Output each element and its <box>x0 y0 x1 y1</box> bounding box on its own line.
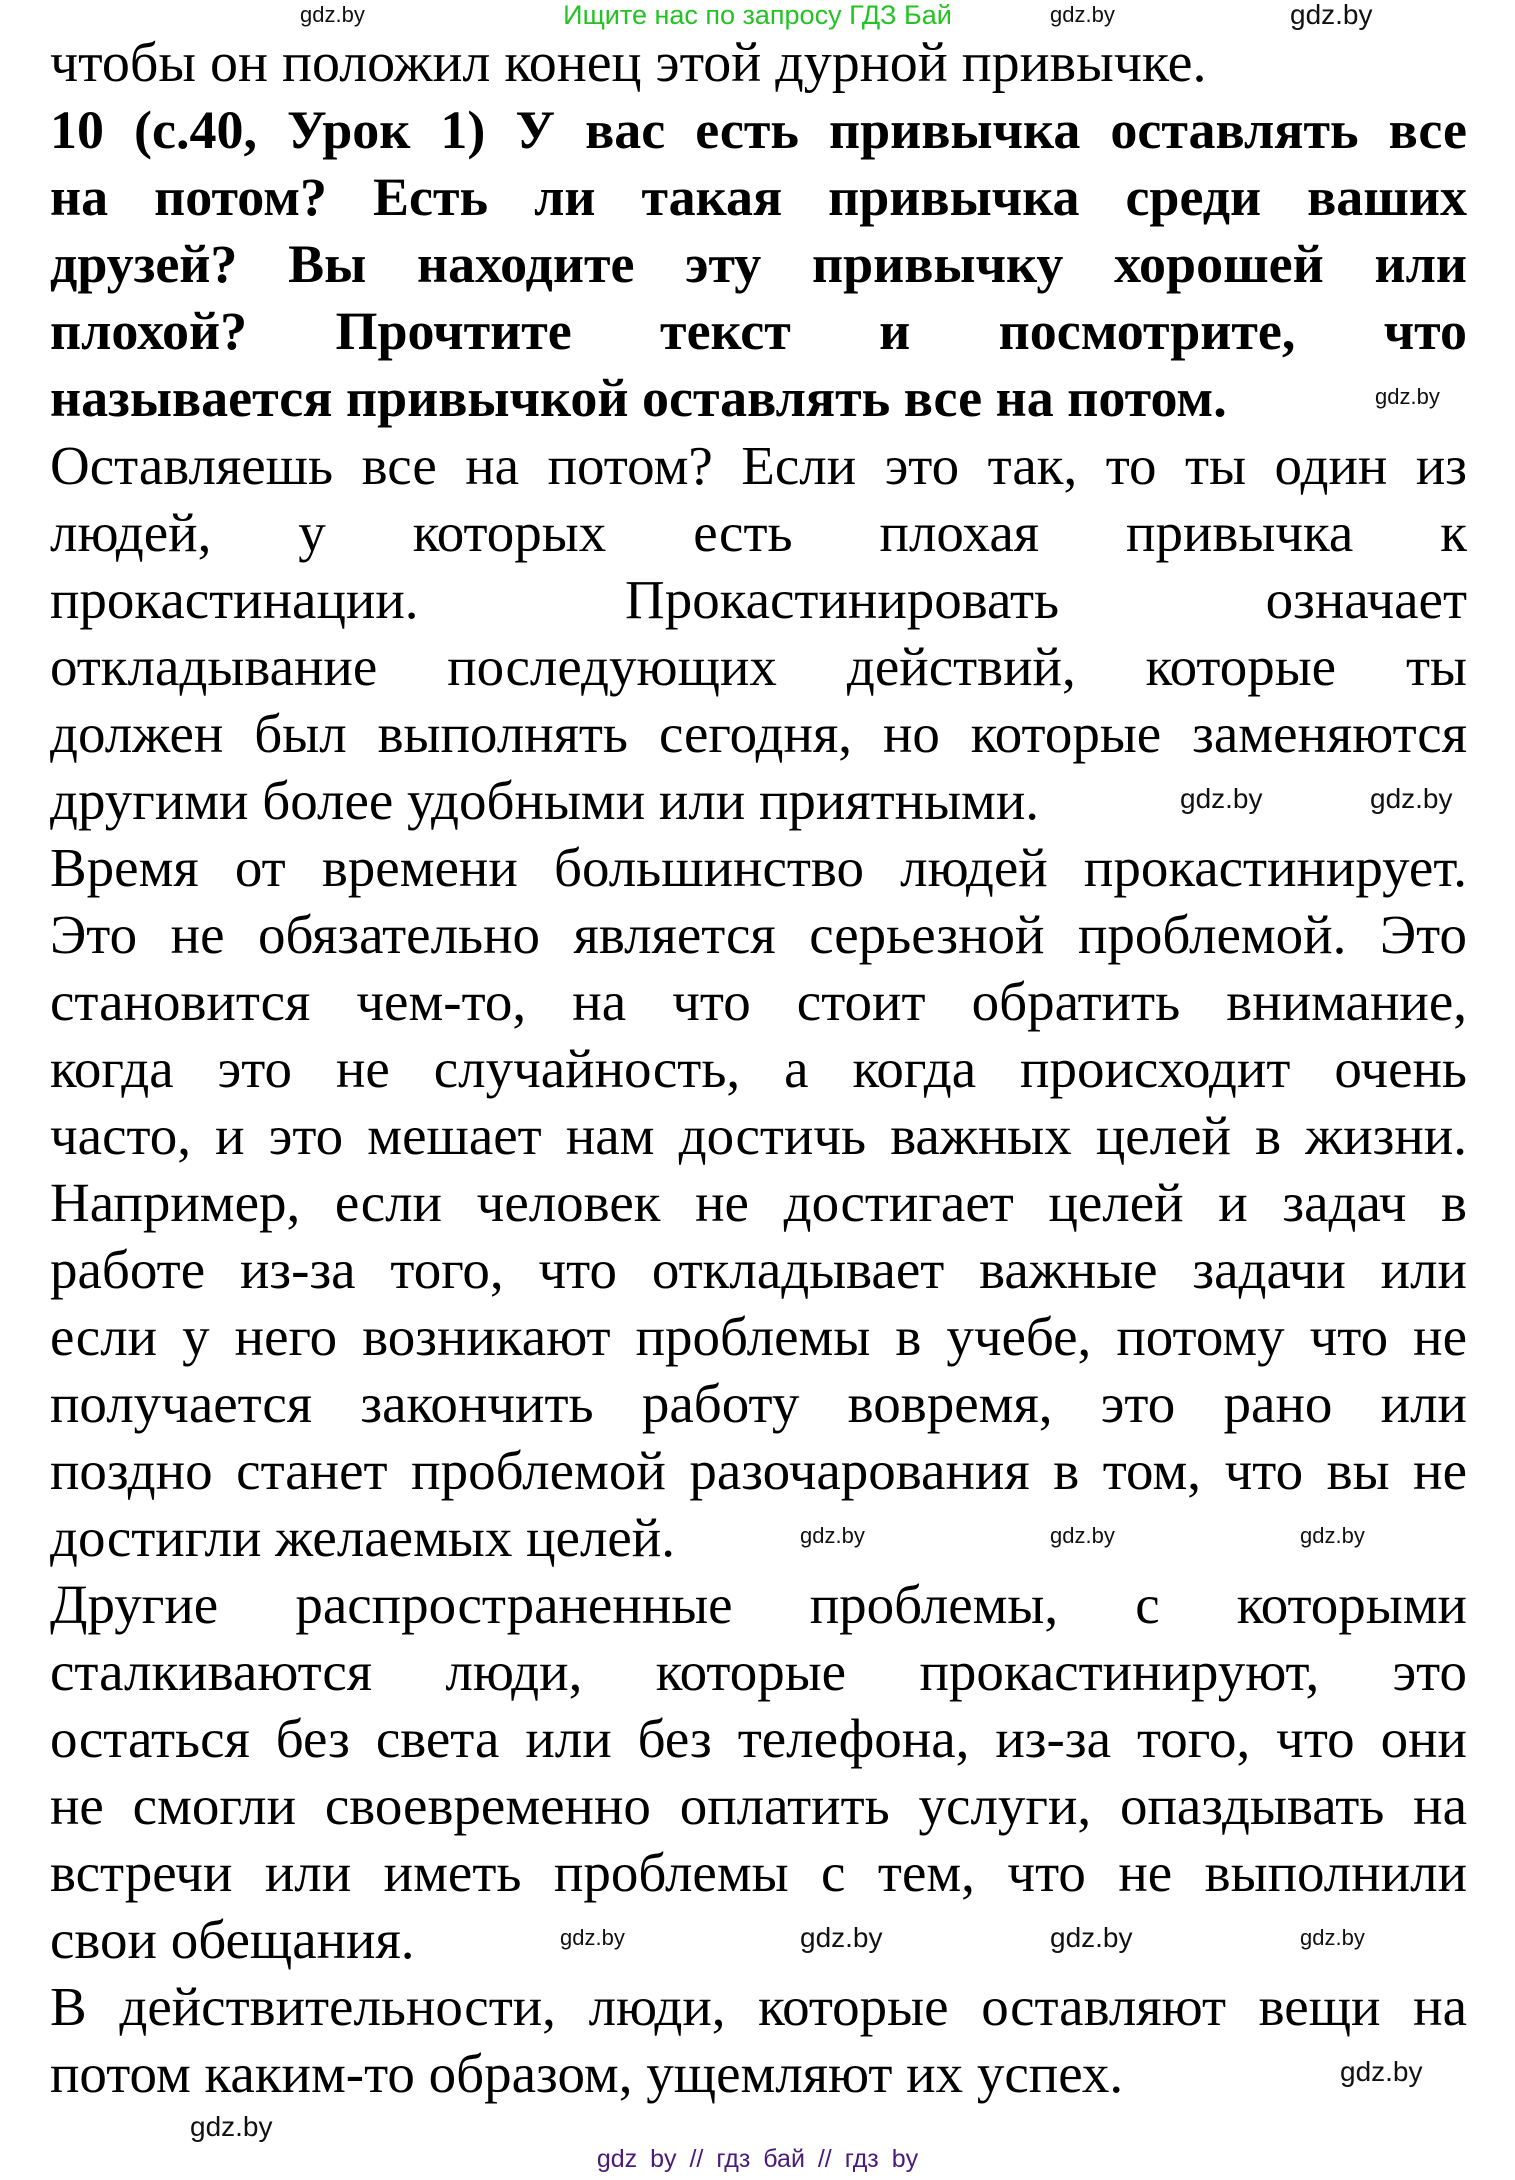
text-line: часто, и это мешает нам достичь важных целей в жизни. <box>50 1105 1467 1166</box>
text-line: если у него возникают проблемы в учебе, потому что не <box>50 1306 1467 1367</box>
watermark: gdz.by <box>1340 2056 1423 2087</box>
exercise-heading <box>50 97 1467 432</box>
text-line: встречи или иметь проблемы с тем, что не выполнили <box>50 1842 1467 1903</box>
heading-line: на потом? Есть ли такая привычка среди ваших <box>50 167 1467 227</box>
text-line: другими более удобными или приятными. <box>50 770 1040 831</box>
watermark: gdz.by <box>1375 384 1440 409</box>
watermark: gdz.by <box>1300 1523 1365 1548</box>
watermark: gdz.by <box>190 2111 273 2142</box>
paragraph-2 <box>50 834 1467 1169</box>
paragraph-1 <box>50 432 1467 834</box>
top-banner-row <box>0 0 1515 30</box>
watermark: gdz.by <box>560 1925 625 1950</box>
text-line: Другие распространенные проблемы, с которыми <box>50 1574 1467 1635</box>
watermark: gdz.by <box>1370 783 1453 814</box>
text-line: Оставляешь все на потом? Если это так, то ты один из <box>50 435 1467 496</box>
cut-off-previous-line: чтобы он положил конец этой дурной привычке. <box>50 32 1207 94</box>
heading-line: друзей? Вы находите эту привычку хорошей или <box>50 234 1467 294</box>
watermark: gdz.by <box>1180 783 1263 814</box>
text-line: В действительности, люди, которые оставляют вещи на <box>50 1976 1467 2037</box>
watermark: gdz.by <box>1050 2 1115 27</box>
text-line: должен был выполнять сегодня, но которые заменяются <box>50 703 1467 764</box>
text-line: прокастинации. Прокастинировать означает <box>50 569 1467 630</box>
heading-line: называется привычкой оставлять все на потом. <box>50 368 1227 428</box>
heading-line: плохой? Прочтите текст и посмотрите, что <box>50 301 1467 361</box>
text-line: получается закончить работу вовремя, это рано или <box>50 1373 1467 1434</box>
paragraph-4 <box>50 1571 1467 1973</box>
text-line: Время от времени большинство людей прокастинирует. <box>50 837 1467 898</box>
text-line: работе из-за того, что откладывает важные задачи или <box>50 1239 1467 1300</box>
document-text <box>50 97 1467 2107</box>
watermark: gdz.by <box>1290 0 1373 30</box>
text-line: Например, если человек не достигает целей и задач в <box>50 1172 1467 1233</box>
text-line: поздно станет проблемой разочарования в том, что вы не <box>50 1440 1467 1501</box>
watermark: gdz.by <box>1300 1925 1365 1950</box>
text-line: сталкиваются люди, которые прокастинируют, это <box>50 1641 1467 1702</box>
text-line: потом каким-то образом, ущемляют их успех. <box>50 2043 1124 2104</box>
watermark: gdz.by <box>1050 1523 1115 1548</box>
text-line: Это не обязательно является серьезной проблемой. Это <box>50 904 1467 965</box>
text-line: когда это не случайность, а когда происходит очень <box>50 1038 1467 1099</box>
top-banner[interactable]: Ищите нас по запросу ГДЗ Бай <box>563 0 952 30</box>
paragraph-3 <box>50 1169 1467 1571</box>
text-line: людей, у которых есть плохая привычка к <box>50 502 1467 563</box>
watermark: gdz.by <box>1050 1922 1133 1953</box>
heading-line: 10 (с.40, Урок 1) У вас есть привычка оставлять все <box>50 100 1467 160</box>
text-line: остаться без света или без телефона, из-за того, что они <box>50 1708 1467 1769</box>
watermark: gdz.by <box>800 1922 883 1953</box>
text-line: достигли желаемых целей. <box>50 1507 675 1568</box>
paragraph-5 <box>50 1973 1467 2107</box>
text-line: не смогли своевременно оплатить услуги, опаздывать на <box>50 1775 1467 1836</box>
footer-links[interactable]: gdz by // гдз бай // гдз by <box>596 2145 919 2173</box>
text-line: откладывание последующих действий, которые ты <box>50 636 1467 697</box>
text-line: становится чем-то, на что стоит обратить внимание, <box>50 971 1467 1032</box>
watermark: gdz.by <box>300 2 365 27</box>
text-line: свои обещания. <box>50 1909 415 1970</box>
watermark: gdz.by <box>800 1523 865 1548</box>
